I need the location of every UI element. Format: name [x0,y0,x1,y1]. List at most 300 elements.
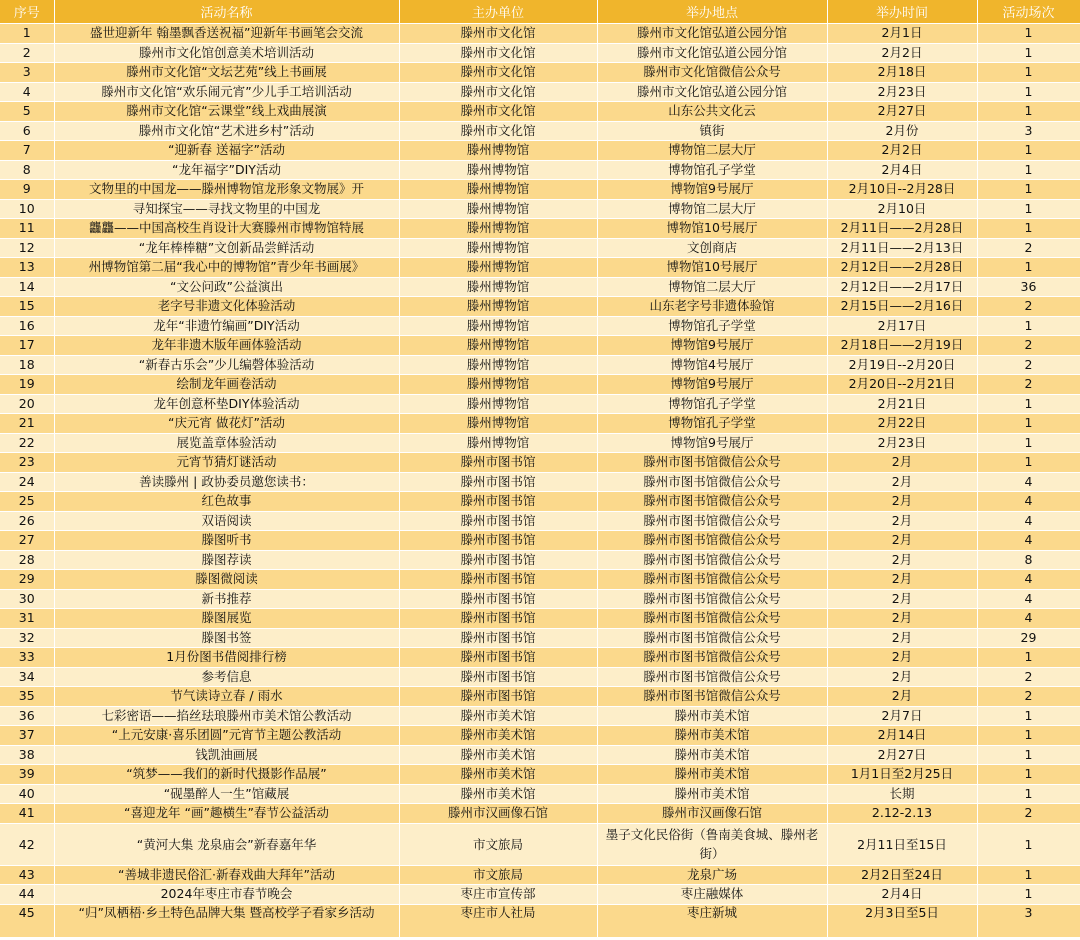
cell-organizer[interactable]: 滕州博物馆 [399,199,597,219]
cell-date[interactable]: 2月11日至15日 [827,823,977,865]
cell-organizer[interactable]: 市文旅局 [399,865,597,885]
cell-sessions[interactable]: 1 [977,43,1080,63]
cell-sessions[interactable]: 29 [977,628,1080,648]
cell-venue[interactable]: 滕州市美术馆 [597,726,827,746]
cell-index[interactable]: 30 [0,589,54,609]
cell-date[interactable]: 2月27日 [827,745,977,765]
cell-venue[interactable]: 滕州市文化馆弘道公园分馆 [597,24,827,44]
cell-organizer[interactable]: 滕州博物馆 [399,433,597,453]
cell-date[interactable]: 2月20日--2月21日 [827,375,977,395]
cell-index[interactable]: 42 [0,823,54,865]
cell-index[interactable]: 14 [0,277,54,297]
table-row[interactable] [0,63,1080,83]
cell-organizer[interactable]: 滕州博物馆 [399,297,597,317]
cell-date[interactable]: 2月2日 [827,43,977,63]
cell-organizer[interactable]: 滕州市图书馆 [399,550,597,570]
cell-venue[interactable]: 镇街 [597,121,827,141]
cell-sessions[interactable]: 2 [977,297,1080,317]
cell-organizer[interactable]: 滕州市图书馆 [399,667,597,687]
cell-index[interactable]: 11 [0,219,54,239]
table-row[interactable] [0,82,1080,102]
cell-activity-name[interactable]: 盛世迎新年 翰墨飘香送祝福”迎新年书画笔会交流 [54,24,399,44]
cell-organizer[interactable]: 滕州博物馆 [399,336,597,356]
cell-index[interactable]: 33 [0,648,54,668]
cell-activity-name[interactable]: 钱凯油画展 [54,745,399,765]
cell-date[interactable]: 1月1日至2月25日 [827,765,977,785]
table-row[interactable] [0,453,1080,473]
cell-venue[interactable]: 滕州市图书馆微信公众号 [597,531,827,551]
cell-activity-name[interactable]: 滕图书签 [54,628,399,648]
cell-venue[interactable]: 滕州市图书馆微信公众号 [597,648,827,668]
table-row[interactable] [0,765,1080,785]
cell-activity-name[interactable]: 滕图听书 [54,531,399,551]
cell-index[interactable]: 44 [0,885,54,905]
cell-date[interactable]: 2月19日--2月20日 [827,355,977,375]
table-row[interactable] [0,180,1080,200]
cell-date[interactable]: 2月 [827,453,977,473]
cell-organizer[interactable]: 滕州博物馆 [399,277,597,297]
cell-sessions[interactable]: 3 [977,904,1080,937]
table-row[interactable] [0,784,1080,804]
cell-index[interactable]: 37 [0,726,54,746]
cell-sessions[interactable]: 1 [977,865,1080,885]
cell-date[interactable]: 2月2日至24日 [827,865,977,885]
cell-organizer[interactable]: 滕州市美术馆 [399,706,597,726]
cell-venue[interactable]: 滕州市图书馆微信公众号 [597,687,827,707]
cell-index[interactable]: 7 [0,141,54,161]
cell-activity-name[interactable]: “上元安康·喜乐团圆”元宵节主题公教活动 [54,726,399,746]
cell-index[interactable]: 23 [0,453,54,473]
cell-activity-name[interactable]: 滕州市文化馆“云课堂”线上戏曲展演 [54,102,399,122]
cell-date[interactable]: 2月15日——2月16日 [827,297,977,317]
cell-sessions[interactable]: 1 [977,784,1080,804]
cell-index[interactable]: 5 [0,102,54,122]
cell-organizer[interactable]: 滕州博物馆 [399,355,597,375]
cell-activity-name[interactable]: 善读滕州 | 政协委员邀您读书： [54,472,399,492]
cell-venue[interactable]: 滕州市图书馆微信公众号 [597,550,827,570]
cell-sessions[interactable]: 1 [977,199,1080,219]
cell-activity-name[interactable]: 红色故事 [54,492,399,512]
table-row[interactable] [0,865,1080,885]
cell-sessions[interactable]: 1 [977,258,1080,278]
cell-venue[interactable]: 滕州市图书馆微信公众号 [597,511,827,531]
table-row[interactable] [0,160,1080,180]
cell-activity-name[interactable]: “迎新春 送福字”活动 [54,141,399,161]
cell-date[interactable]: 2月23日 [827,433,977,453]
cell-activity-name[interactable]: “文公问政”公益演出 [54,277,399,297]
cell-date[interactable]: 2月 [827,667,977,687]
cell-date[interactable]: 2月 [827,492,977,512]
table-row[interactable] [0,885,1080,905]
cell-sessions[interactable]: 1 [977,726,1080,746]
cell-organizer[interactable]: 滕州市图书馆 [399,589,597,609]
cell-activity-name[interactable]: “龙年福字”DIY活动 [54,160,399,180]
cell-organizer[interactable]: 滕州市美术馆 [399,745,597,765]
table-row[interactable] [0,258,1080,278]
table-row[interactable] [0,219,1080,239]
cell-venue[interactable]: 山东老字号非遗体验馆 [597,297,827,317]
table-row[interactable] [0,823,1080,865]
cell-organizer[interactable]: 枣庄市宣传部 [399,885,597,905]
table-row[interactable] [0,667,1080,687]
cell-index[interactable]: 4 [0,82,54,102]
cell-activity-name[interactable]: 龙年创意杯垫DIY体验活动 [54,394,399,414]
cell-venue[interactable]: 博物馆9号展厅 [597,336,827,356]
cell-activity-name[interactable]: 元宵节猜灯谜活动 [54,453,399,473]
cell-date[interactable]: 2月 [827,609,977,629]
cell-organizer[interactable]: 滕州市文化馆 [399,43,597,63]
cell-index[interactable]: 12 [0,238,54,258]
cell-activity-name[interactable]: “龙年棒棒糖”文创新品尝鲜活动 [54,238,399,258]
cell-sessions[interactable]: 1 [977,24,1080,44]
cell-index[interactable]: 17 [0,336,54,356]
cell-date[interactable]: 2月3日至5日 [827,904,977,937]
cell-date[interactable]: 2月27日 [827,102,977,122]
cell-index[interactable]: 19 [0,375,54,395]
cell-venue[interactable]: 博物馆孔子学堂 [597,394,827,414]
cell-venue[interactable]: 滕州市美术馆 [597,745,827,765]
cell-sessions[interactable]: 4 [977,531,1080,551]
cell-activity-name[interactable]: 龙年“非遗竹编画”DIY活动 [54,316,399,336]
cell-activity-name[interactable]: “筑梦——我们的新时代摄影作品展” [54,765,399,785]
cell-date[interactable]: 2月10日--2月28日 [827,180,977,200]
cell-index[interactable]: 36 [0,706,54,726]
cell-venue[interactable]: 墨子文化民俗街（鲁南美食城、滕州老街） [597,823,827,865]
table-row[interactable] [0,550,1080,570]
cell-date[interactable]: 2月23日 [827,82,977,102]
cell-organizer[interactable]: 滕州市文化馆 [399,82,597,102]
cell-index[interactable]: 3 [0,63,54,83]
cell-index[interactable]: 13 [0,258,54,278]
cell-venue[interactable]: 滕州市图书馆微信公众号 [597,628,827,648]
cell-organizer[interactable]: 滕州博物馆 [399,258,597,278]
cell-activity-name[interactable]: “归”凤栖梧·乡土特色品牌大集 暨高校学子看家乡活动 [54,904,399,937]
table-row[interactable] [0,297,1080,317]
cell-organizer[interactable]: 滕州市图书馆 [399,648,597,668]
cell-venue[interactable]: 滕州市图书馆微信公众号 [597,492,827,512]
cell-activity-name[interactable]: “庆元宵 做花灯”活动 [54,414,399,434]
cell-activity-name[interactable]: “喜迎龙年 “画”趣横生”春节公益活动 [54,804,399,824]
cell-sessions[interactable]: 1 [977,745,1080,765]
table-row[interactable] [0,277,1080,297]
cell-index[interactable]: 25 [0,492,54,512]
cell-venue[interactable]: 滕州市美术馆 [597,765,827,785]
cell-venue[interactable]: 滕州市图书馆微信公众号 [597,609,827,629]
cell-index[interactable]: 31 [0,609,54,629]
cell-venue[interactable]: 滕州市图书馆微信公众号 [597,667,827,687]
cell-activity-name[interactable]: 滕图荐读 [54,550,399,570]
cell-organizer[interactable]: 滕州市图书馆 [399,609,597,629]
cell-index[interactable]: 2 [0,43,54,63]
cell-index[interactable]: 15 [0,297,54,317]
cell-index[interactable]: 18 [0,355,54,375]
cell-date[interactable]: 2月11日——2月13日 [827,238,977,258]
cell-organizer[interactable]: 滕州博物馆 [399,219,597,239]
cell-date[interactable]: 2月 [827,531,977,551]
cell-sessions[interactable]: 4 [977,570,1080,590]
cell-sessions[interactable]: 2 [977,238,1080,258]
cell-activity-name[interactable]: 七彩密语——掐丝珐琅滕州市美术馆公教活动 [54,706,399,726]
cell-sessions[interactable]: 2 [977,336,1080,356]
table-row[interactable] [0,43,1080,63]
cell-activity-name[interactable]: 新书推荐 [54,589,399,609]
cell-activity-name[interactable]: 节气读诗立春 / 雨水 [54,687,399,707]
table-row[interactable] [0,804,1080,824]
cell-sessions[interactable]: 1 [977,433,1080,453]
cell-date[interactable]: 2月 [827,511,977,531]
table-row[interactable] [0,414,1080,434]
cell-organizer[interactable]: 枣庄市人社局 [399,904,597,937]
table-row[interactable] [0,648,1080,668]
cell-organizer[interactable]: 滕州市图书馆 [399,492,597,512]
cell-activity-name[interactable]: 滕图微阅读 [54,570,399,590]
cell-venue[interactable]: 滕州市美术馆 [597,784,827,804]
cell-date[interactable]: 2月 [827,550,977,570]
cell-index[interactable]: 10 [0,199,54,219]
cell-venue[interactable]: 龙泉广场 [597,865,827,885]
cell-date[interactable]: 2月 [827,648,977,668]
cell-date[interactable]: 2月17日 [827,316,977,336]
cell-organizer[interactable]: 滕州市文化馆 [399,24,597,44]
table-row[interactable] [0,531,1080,551]
cell-sessions[interactable]: 1 [977,823,1080,865]
cell-organizer[interactable]: 滕州博物馆 [399,316,597,336]
cell-index[interactable]: 43 [0,865,54,885]
cell-activity-name[interactable]: 龙年非遗木版年画体验活动 [54,336,399,356]
cell-index[interactable]: 6 [0,121,54,141]
cell-sessions[interactable]: 1 [977,765,1080,785]
cell-date[interactable]: 2月11日——2月28日 [827,219,977,239]
cell-sessions[interactable]: 1 [977,414,1080,434]
cell-sessions[interactable]: 1 [977,394,1080,414]
cell-date[interactable]: 2月 [827,589,977,609]
cell-organizer[interactable]: 市文旅局 [399,823,597,865]
table-row[interactable] [0,706,1080,726]
table-row[interactable] [0,904,1080,937]
cell-venue[interactable]: 山东公共文化云 [597,102,827,122]
cell-organizer[interactable]: 滕州市图书馆 [399,472,597,492]
cell-venue[interactable]: 博物馆9号展厅 [597,375,827,395]
cell-sessions[interactable]: 1 [977,82,1080,102]
cell-activity-name[interactable]: 参考信息 [54,667,399,687]
cell-index[interactable]: 45 [0,904,54,937]
cell-index[interactable]: 34 [0,667,54,687]
cell-venue[interactable]: 滕州市图书馆微信公众号 [597,453,827,473]
cell-date[interactable]: 2月 [827,687,977,707]
table-row[interactable] [0,628,1080,648]
cell-organizer[interactable]: 滕州博物馆 [399,414,597,434]
cell-sessions[interactable]: 2 [977,667,1080,687]
table-row[interactable] [0,687,1080,707]
table-row[interactable] [0,24,1080,44]
cell-date[interactable]: 2月1日 [827,24,977,44]
cell-sessions[interactable]: 1 [977,648,1080,668]
cell-venue[interactable]: 博物馆孔子学堂 [597,160,827,180]
cell-organizer[interactable]: 滕州博物馆 [399,160,597,180]
cell-index[interactable]: 9 [0,180,54,200]
cell-sessions[interactable]: 2 [977,355,1080,375]
cell-index[interactable]: 32 [0,628,54,648]
cell-venue[interactable]: 文创商店 [597,238,827,258]
cell-organizer[interactable]: 滕州市美术馆 [399,765,597,785]
cell-venue[interactable]: 博物馆二层大厅 [597,199,827,219]
cell-index[interactable]: 28 [0,550,54,570]
cell-venue[interactable]: 滕州市文化馆弘道公园分馆 [597,82,827,102]
cell-venue[interactable]: 滕州市汉画像石馆 [597,804,827,824]
table-row[interactable] [0,199,1080,219]
cell-date[interactable]: 2月4日 [827,885,977,905]
cell-date[interactable]: 2月21日 [827,394,977,414]
cell-organizer[interactable]: 滕州市图书馆 [399,628,597,648]
cell-venue[interactable]: 博物馆9号展厅 [597,180,827,200]
cell-venue[interactable]: 博物馆孔子学堂 [597,316,827,336]
cell-date[interactable]: 长期 [827,784,977,804]
cell-date[interactable]: 2月14日 [827,726,977,746]
cell-index[interactable]: 26 [0,511,54,531]
cell-sessions[interactable]: 1 [977,160,1080,180]
cell-organizer[interactable]: 滕州市图书馆 [399,531,597,551]
cell-organizer[interactable]: 滕州市美术馆 [399,784,597,804]
cell-sessions[interactable]: 1 [977,180,1080,200]
cell-activity-name[interactable]: 展览盖章体验活动 [54,433,399,453]
cell-sessions[interactable]: 4 [977,511,1080,531]
cell-sessions[interactable]: 1 [977,63,1080,83]
cell-organizer[interactable]: 滕州市图书馆 [399,453,597,473]
cell-date[interactable]: 2月18日 [827,63,977,83]
cell-index[interactable]: 27 [0,531,54,551]
cell-date[interactable]: 2月12日——2月28日 [827,258,977,278]
cell-sessions[interactable]: 1 [977,706,1080,726]
cell-organizer[interactable]: 滕州市图书馆 [399,687,597,707]
cell-sessions[interactable]: 8 [977,550,1080,570]
cell-organizer[interactable]: 滕州市图书馆 [399,570,597,590]
cell-venue[interactable]: 滕州市图书馆微信公众号 [597,570,827,590]
cell-index[interactable]: 38 [0,745,54,765]
cell-sessions[interactable]: 2 [977,687,1080,707]
cell-activity-name[interactable]: 滕州市文化馆“欢乐闹元宵”少儿手工培训活动 [54,82,399,102]
cell-activity-name[interactable]: 老字号非遗文化体验活动 [54,297,399,317]
cell-activity-name[interactable]: 滕图展览 [54,609,399,629]
cell-activity-name[interactable]: 滕州市文化馆“艺术进乡村”活动 [54,121,399,141]
cell-date[interactable]: 2月22日 [827,414,977,434]
cell-activity-name[interactable]: 2024年枣庄市春节晚会 [54,885,399,905]
cell-date[interactable]: 2月 [827,628,977,648]
cell-venue[interactable]: 博物馆10号展厅 [597,219,827,239]
cell-index[interactable]: 20 [0,394,54,414]
cell-sessions[interactable]: 4 [977,472,1080,492]
table-row[interactable] [0,511,1080,531]
cell-index[interactable]: 29 [0,570,54,590]
cell-date[interactable]: 2月7日 [827,706,977,726]
cell-venue[interactable]: 博物馆9号展厅 [597,433,827,453]
cell-date[interactable]: 2月12日——2月17日 [827,277,977,297]
cell-date[interactable]: 2月4日 [827,160,977,180]
cell-index[interactable]: 8 [0,160,54,180]
cell-organizer[interactable]: 滕州博物馆 [399,375,597,395]
cell-index[interactable]: 24 [0,472,54,492]
cell-venue[interactable]: 枣庄融媒体 [597,885,827,905]
cell-sessions[interactable]: 36 [977,277,1080,297]
cell-activity-name[interactable]: 绘制龙年画卷活动 [54,375,399,395]
cell-sessions[interactable]: 2 [977,804,1080,824]
cell-organizer[interactable]: 滕州市文化馆 [399,102,597,122]
table-row[interactable] [0,570,1080,590]
cell-sessions[interactable]: 4 [977,609,1080,629]
cell-venue[interactable]: 博物馆二层大厅 [597,141,827,161]
table-row[interactable] [0,472,1080,492]
cell-sessions[interactable]: 1 [977,141,1080,161]
table-row[interactable] [0,492,1080,512]
table-row[interactable] [0,394,1080,414]
table-row[interactable] [0,745,1080,765]
table-row[interactable] [0,336,1080,356]
cell-date[interactable]: 2月份 [827,121,977,141]
cell-organizer[interactable]: 滕州博物馆 [399,180,597,200]
cell-sessions[interactable]: 3 [977,121,1080,141]
cell-activity-name[interactable]: 寻知探宝——寻找文物里的中国龙 [54,199,399,219]
cell-activity-name[interactable]: “砚墨醉人一生”馆藏展 [54,784,399,804]
table-row[interactable] [0,102,1080,122]
table-row[interactable] [0,238,1080,258]
cell-index[interactable]: 21 [0,414,54,434]
cell-index[interactable]: 22 [0,433,54,453]
table-row[interactable] [0,589,1080,609]
table-row[interactable] [0,121,1080,141]
cell-organizer[interactable]: 滕州市美术馆 [399,726,597,746]
cell-organizer[interactable]: 滕州市文化馆 [399,121,597,141]
cell-activity-name[interactable]: 龘龘——中国高校生肖设计大赛滕州市博物馆特展 [54,219,399,239]
cell-venue[interactable]: 滕州市图书馆微信公众号 [597,589,827,609]
table-row[interactable] [0,141,1080,161]
cell-sessions[interactable]: 1 [977,453,1080,473]
cell-sessions[interactable]: 1 [977,102,1080,122]
table-row[interactable] [0,433,1080,453]
table-row[interactable] [0,609,1080,629]
cell-organizer[interactable]: 滕州市文化馆 [399,63,597,83]
cell-venue[interactable]: 博物馆10号展厅 [597,258,827,278]
cell-index[interactable]: 40 [0,784,54,804]
cell-sessions[interactable]: 4 [977,492,1080,512]
cell-index[interactable]: 1 [0,24,54,44]
cell-index[interactable]: 39 [0,765,54,785]
cell-venue[interactable]: 滕州市美术馆 [597,706,827,726]
cell-venue[interactable]: 博物馆二层大厅 [597,277,827,297]
cell-activity-name[interactable]: “善城非遗民俗汇·新春戏曲大拜年”活动 [54,865,399,885]
cell-date[interactable]: 2月18日——2月19日 [827,336,977,356]
cell-venue[interactable]: 博物馆4号展厅 [597,355,827,375]
cell-sessions[interactable]: 1 [977,316,1080,336]
cell-activity-name[interactable]: 滕州市文化馆创意美术培训活动 [54,43,399,63]
cell-organizer[interactable]: 滕州博物馆 [399,394,597,414]
cell-organizer[interactable]: 滕州博物馆 [399,141,597,161]
cell-organizer[interactable]: 滕州市汉画像石馆 [399,804,597,824]
cell-activity-name[interactable]: 文物里的中国龙——滕州博物馆龙形象文物展》开 [54,180,399,200]
cell-venue[interactable]: 博物馆孔子学堂 [597,414,827,434]
cell-date[interactable]: 2.12-2.13 [827,804,977,824]
cell-sessions[interactable]: 1 [977,219,1080,239]
cell-venue[interactable]: 滕州市图书馆微信公众号 [597,472,827,492]
cell-venue[interactable]: 滕州市文化馆弘道公园分馆 [597,43,827,63]
cell-index[interactable]: 16 [0,316,54,336]
cell-activity-name[interactable]: “黄河大集 龙泉庙会”新春嘉年华 [54,823,399,865]
cell-activity-name[interactable]: 滕州市文化馆“文坛艺苑”线上书画展 [54,63,399,83]
cell-date[interactable]: 2月10日 [827,199,977,219]
cell-date[interactable]: 2月 [827,472,977,492]
cell-date[interactable]: 2月 [827,570,977,590]
cell-activity-name[interactable]: 州博物馆第二届“我心中的博物馆”青少年书画展》 [54,258,399,278]
table-row[interactable] [0,355,1080,375]
cell-sessions[interactable]: 4 [977,589,1080,609]
